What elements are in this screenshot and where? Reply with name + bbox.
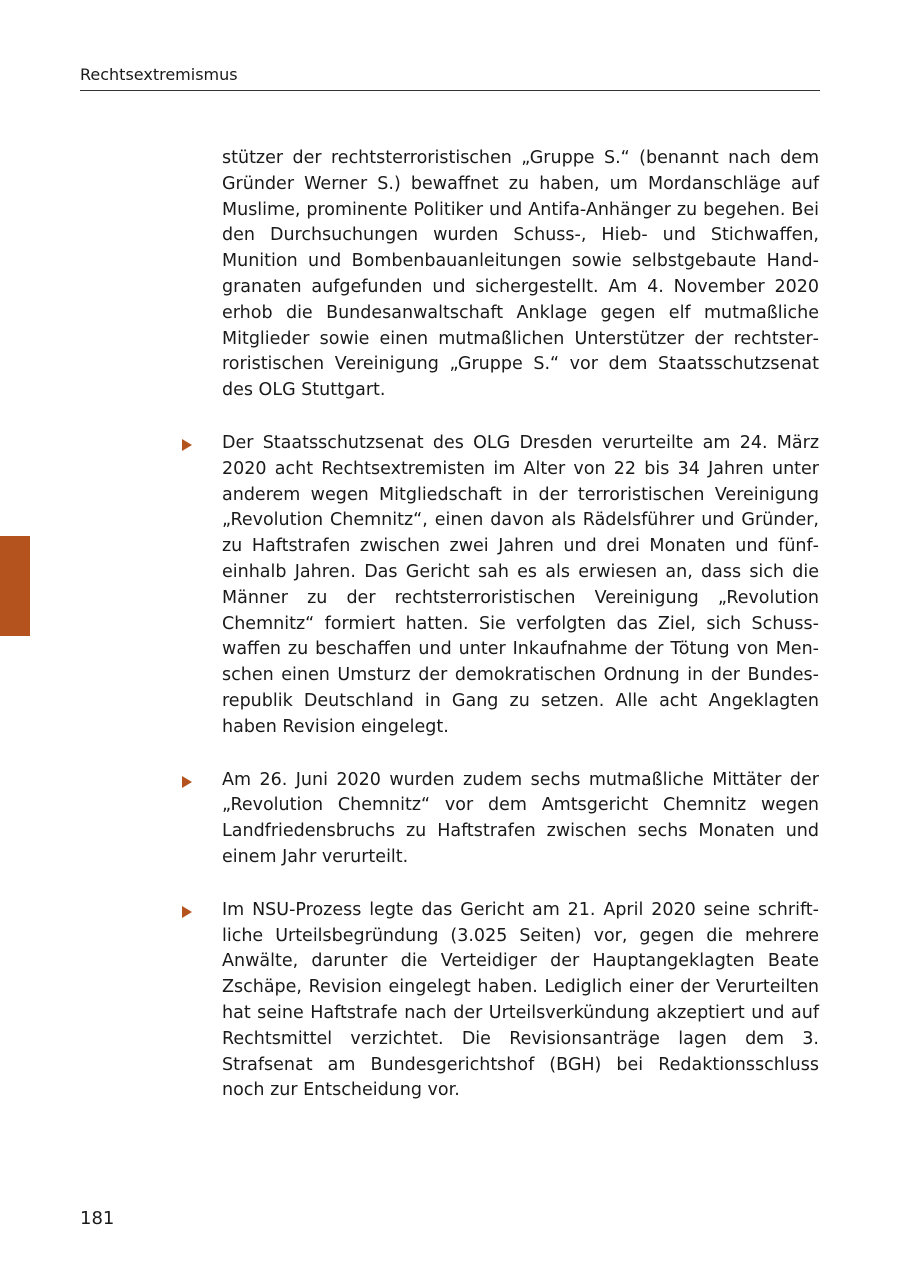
bullet-item-amtsgericht-chemnitz <box>222 768 819 871</box>
page-body <box>222 146 819 1104</box>
triangle-bullet-icon <box>182 776 192 788</box>
running-header-title: Rechtsextremismus <box>80 65 238 84</box>
bullet-text: Im NSU-Prozess legte das Gericht am 21. April 2020 seine schriftliche Urteilsbegründung (3.025 Seiten) vor, gegen die mehrere Anwälte, darunter die Verteidiger der Hauptangeklagten Beate Zschäpe, Revision eingelegt haben. Lediglich einer der Verurteilten hat seine Haftstrafe nach der Urteilsverkündung akzeptiert und auf Rechtsmittel verzichtet. Die Revisionsanträge lagen dem 3. Strafsenat am Bundesgerichtshof (BGH) bei Redaktionsschluss noch zur Entscheidung vor. <box>222 899 819 1101</box>
triangle-bullet-icon <box>182 439 192 451</box>
triangle-bullet-icon <box>182 906 192 918</box>
bullet-item-nsu-prozess <box>222 898 819 1104</box>
page-number: 181 <box>80 1208 115 1229</box>
bullet-text: Der Staatsschutzsenat des OLG Dresden verurteilte am 24. März 2020 acht Rechtsextremisten im Alter von 22 bis 34 Jahren unter anderem wegen Mitgliedschaft in der terroristischen Vereinigung „Revolution Chemnitz“, einen davon als Rädelsführer und Gründer, zu Haftstrafen zwischen zwei Jahren und drei Monaten und fünfeinhalb Jahren. Das Gericht sah es als erwiesen an, dass sich die Männer zu der rechtsterroristischen Vereinigung „Revolution Chemnitz“ formiert hatten. Sie verfolgten das Ziel, sich Schusswaffen zu beschaffen und unter Inkaufnahme der Tötung von Menschen einen Umsturz der demokratischen Ordnung in der Bundesrepublik Deutschland in Gang zu setzen. Alle acht Angeklagten haben Revision eingelegt. <box>222 432 819 737</box>
running-header <box>80 64 820 91</box>
bullet-text: Am 26. Juni 2020 wurden zudem sechs mutmaßliche Mittäter der „Revolution Chemnitz“ vor dem Amtsgericht Chemnitz wegen Landfriedensbruchs zu Haftstrafen zwischen sechs Monaten und einem Jahr verurteilt. <box>222 769 819 867</box>
intro-paragraph: stützer der rechtsterroristischen „Gruppe S.“ (benannt nach dem Gründer Werner S.) bewaffnet zu haben, um Mordanschläge auf Muslime, prominente Politiker und Antifa-Anhänger zu begehen. Bei den Durchsuchungen wurden Schuss-, Hieb- und Stichwaffen, Munition und Bombenbauanleitungen sowie selbstgebaute Handgranaten aufgefunden und sichergestellt. Am 4. November 2020 erhob die Bundesanwaltschaft Anklage gegen elf mutmaßliche Mitglieder sowie einen mutmaßlichen Unterstützer der rechtsterroristischen Vereinigung „Gruppe S.“ vor dem Staatsschutzsenat des OLG Stuttgart. <box>222 148 819 401</box>
chapter-side-tab <box>0 536 30 636</box>
bullet-item-olg-dresden <box>222 431 819 741</box>
